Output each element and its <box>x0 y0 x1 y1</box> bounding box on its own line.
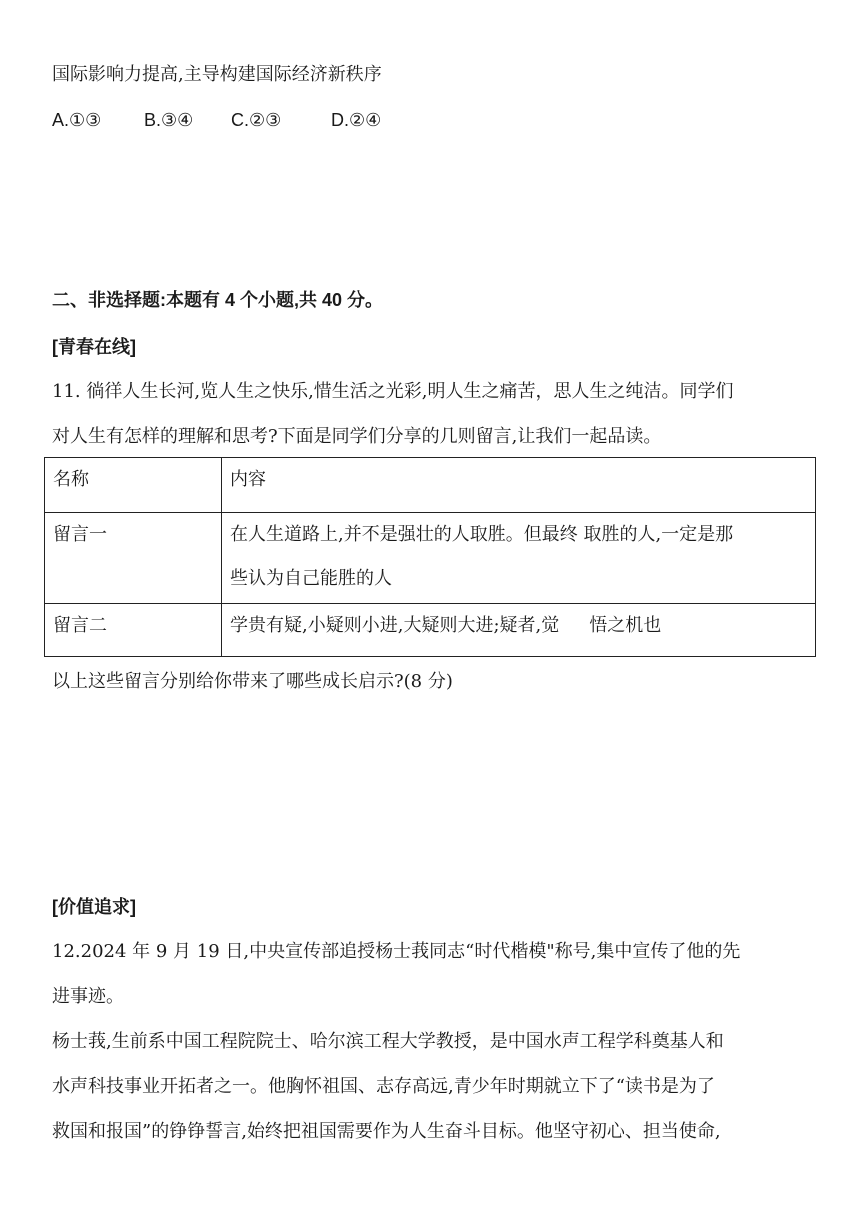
q11-prompt: 以上这些留言分别给你带来了哪些成长启示?(8 分) <box>52 671 453 692</box>
table-cell-content <box>222 604 816 657</box>
option-d: D.②④ <box>331 110 382 130</box>
message-table <box>44 457 816 657</box>
table-cell-name: 留言二 <box>45 604 222 657</box>
table-header-content: 内容 <box>222 458 816 513</box>
answer-options <box>52 108 810 132</box>
content-line: 在人生道路上,并不是强壮的人取胜。但最终 取胜的人,一定是那 <box>230 524 734 545</box>
section-heading: 二、非选择题:本题有 4 个小题,共 40 分。 <box>52 290 384 310</box>
q12-line4: 水声科技事业开拓者之一。他胸怀祖国、志存高远,青少年时期就立下了“读书是为了 <box>52 1076 715 1097</box>
q12-line2: 进事迹。 <box>52 986 124 1007</box>
q12-line1: 12.2024 年 9 月 19 日,中央宣传部追授杨士莪同志“时代楷模"称号,集中宣传了他的先 <box>52 941 741 962</box>
q11-stem-line1: 11. 徜徉人生长河,览人生之快乐,惜生活之光彩,明人生之痛苦，思人生之纯洁。同学们 <box>52 381 734 402</box>
option-a: A.①③ <box>52 110 102 130</box>
content-part: 学贵有疑,小疑则小进,大疑则大进;疑者,觉 <box>230 615 560 636</box>
table-row <box>45 513 816 604</box>
table-cell-name: 留言一 <box>45 513 222 604</box>
q11-tag: [青春在线] <box>52 337 136 357</box>
prev-question-tail: 国际影响力提高,主导构建国际经济新秩序 <box>52 64 382 85</box>
table-header-name: 名称 <box>45 458 222 513</box>
option-b: B.③④ <box>144 110 194 130</box>
option-c: C.②③ <box>231 110 282 130</box>
table-header-row <box>45 458 816 513</box>
q12-tag: [价值追求] <box>52 897 136 917</box>
q11-stem-line2: 对人生有怎样的理解和思考?下面是同学们分享的几则留言,让我们一起品读。 <box>52 426 662 447</box>
content-line: 些认为自己能胜的人 <box>230 568 392 589</box>
table-cell-content <box>222 513 816 604</box>
content-part: 悟之机也 <box>589 615 662 636</box>
q12-line3: 杨士莪,生前系中国工程院院士、哈尔滨工程大学教授，是中国水声工程学科奠基人和 <box>52 1031 724 1052</box>
table-row <box>45 604 816 657</box>
q12-line5: 救国和报国”的铮铮誓言,始终把祖国需要作为人生奋斗目标。他坚守初心、担当使命, <box>52 1121 721 1142</box>
